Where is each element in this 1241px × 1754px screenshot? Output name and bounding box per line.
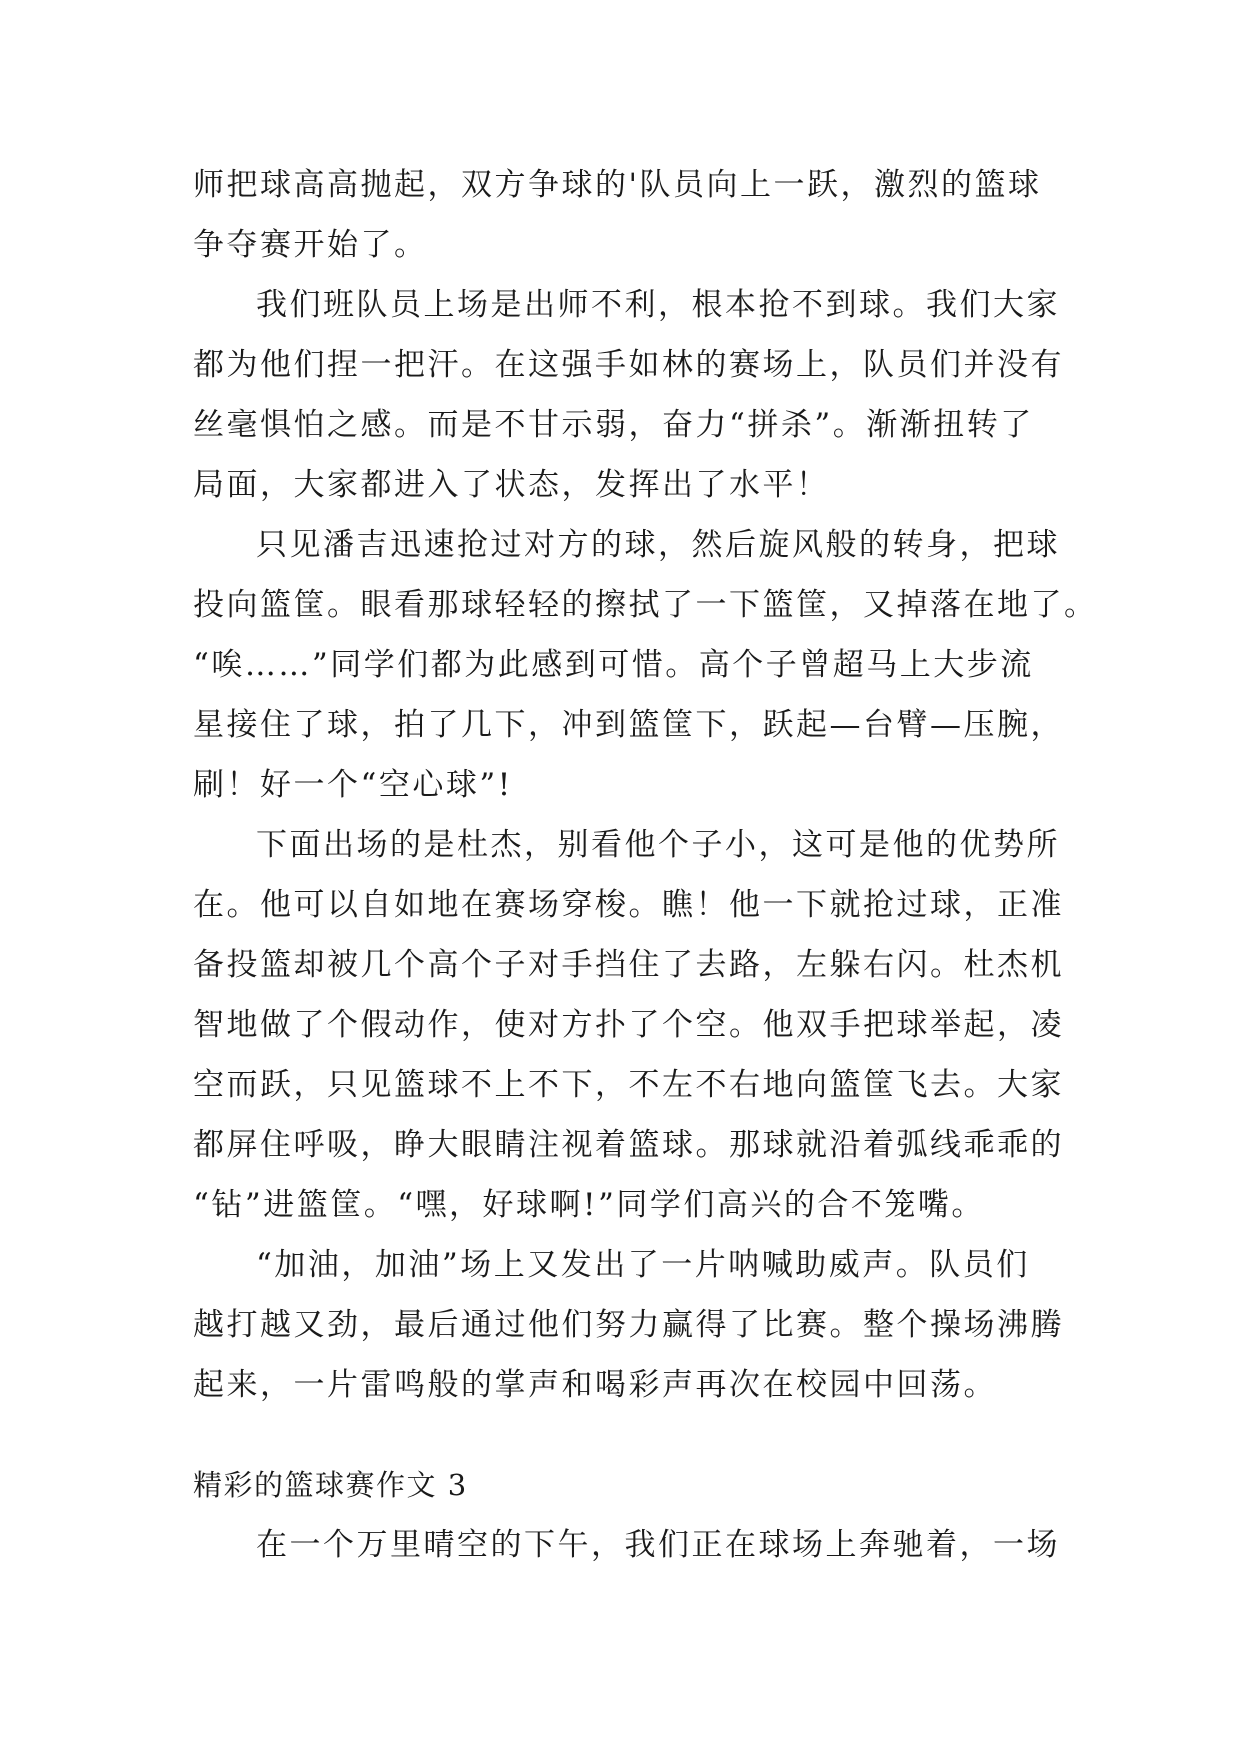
paragraph-line: 丝毫惧怕之感。而是不甘示弱，奋力“拼杀”。渐渐扭转了 xyxy=(193,407,1034,443)
paragraph-line: 星接住了球，拍了几下，冲到篮筐下，跃起—台臂—压腕， xyxy=(193,707,1064,743)
paragraph-line: 争夺赛开始了。 xyxy=(193,227,428,263)
paragraph-line: 在。他可以自如地在赛场穿梭。瞧！他一下就抢过球，正准 xyxy=(193,887,1064,923)
paragraph-line: 投向篮筐。眼看那球轻轻的擦拭了一下篮筐，又掉落在地了。 xyxy=(193,587,1098,623)
paragraph-line: 只见潘吉迅速抢过对方的球，然后旋风般的转身，把球 xyxy=(256,527,1060,563)
paragraph-line: 都屏住呼吸，睁大眼睛注视着篮球。那球就沿着弧线乖乖的 xyxy=(193,1127,1064,1163)
paragraph-line: 越打越又劲，最后通过他们努力赢得了比赛。整个操场沸腾 xyxy=(193,1307,1064,1343)
paragraph-line: 师把球高高抛起，双方争球的'队员向上一跃，激烈的篮球 xyxy=(193,167,1042,203)
paragraph-line: 都为他们捏一把汗。在这强手如林的赛场上，队员们并没有 xyxy=(193,347,1064,383)
paragraph-line: 起来，一片雷鸣般的掌声和喝彩声再次在校园中回荡。 xyxy=(193,1367,997,1403)
paragraph-line: 下面出场的是杜杰，别看他个子小，这可是他的优势所 xyxy=(256,827,1060,863)
paragraph-line: 局面，大家都进入了状态，发挥出了水平！ xyxy=(193,467,830,503)
paragraph-line: 我们班队员上场是出师不利，根本抢不到球。我们大家 xyxy=(256,287,1060,323)
paragraph-line: 智地做了个假动作，使对方扑了个空。他双手把球举起，凌 xyxy=(193,1007,1064,1043)
paragraph-line: “唉……”同学们都为此感到可惜。高个子曾超马上大步流 xyxy=(193,647,1034,683)
paragraph-line: “钻”进篮筐。“嘿，好球啊!”同学们高兴的合不笼嘴。 xyxy=(193,1187,985,1223)
section-title: 精彩的篮球赛作文 3 xyxy=(193,1468,468,1502)
paragraph-line: 备投篮却被几个高个子对手挡住了去路，左躲右闪。杜杰机 xyxy=(193,947,1064,983)
paragraph-line: 空而跃，只见篮球不上不下，不左不右地向篮筐飞去。大家 xyxy=(193,1067,1064,1103)
paragraph-line: 刷！好一个“空心球”! xyxy=(193,767,513,803)
paragraph-line: 在一个万里晴空的下午，我们正在球场上奔驰着，一场 xyxy=(256,1527,1060,1563)
paragraph-line: “加油，加油”场上又发出了一片呐喊助威声。队员们 xyxy=(256,1247,1030,1283)
